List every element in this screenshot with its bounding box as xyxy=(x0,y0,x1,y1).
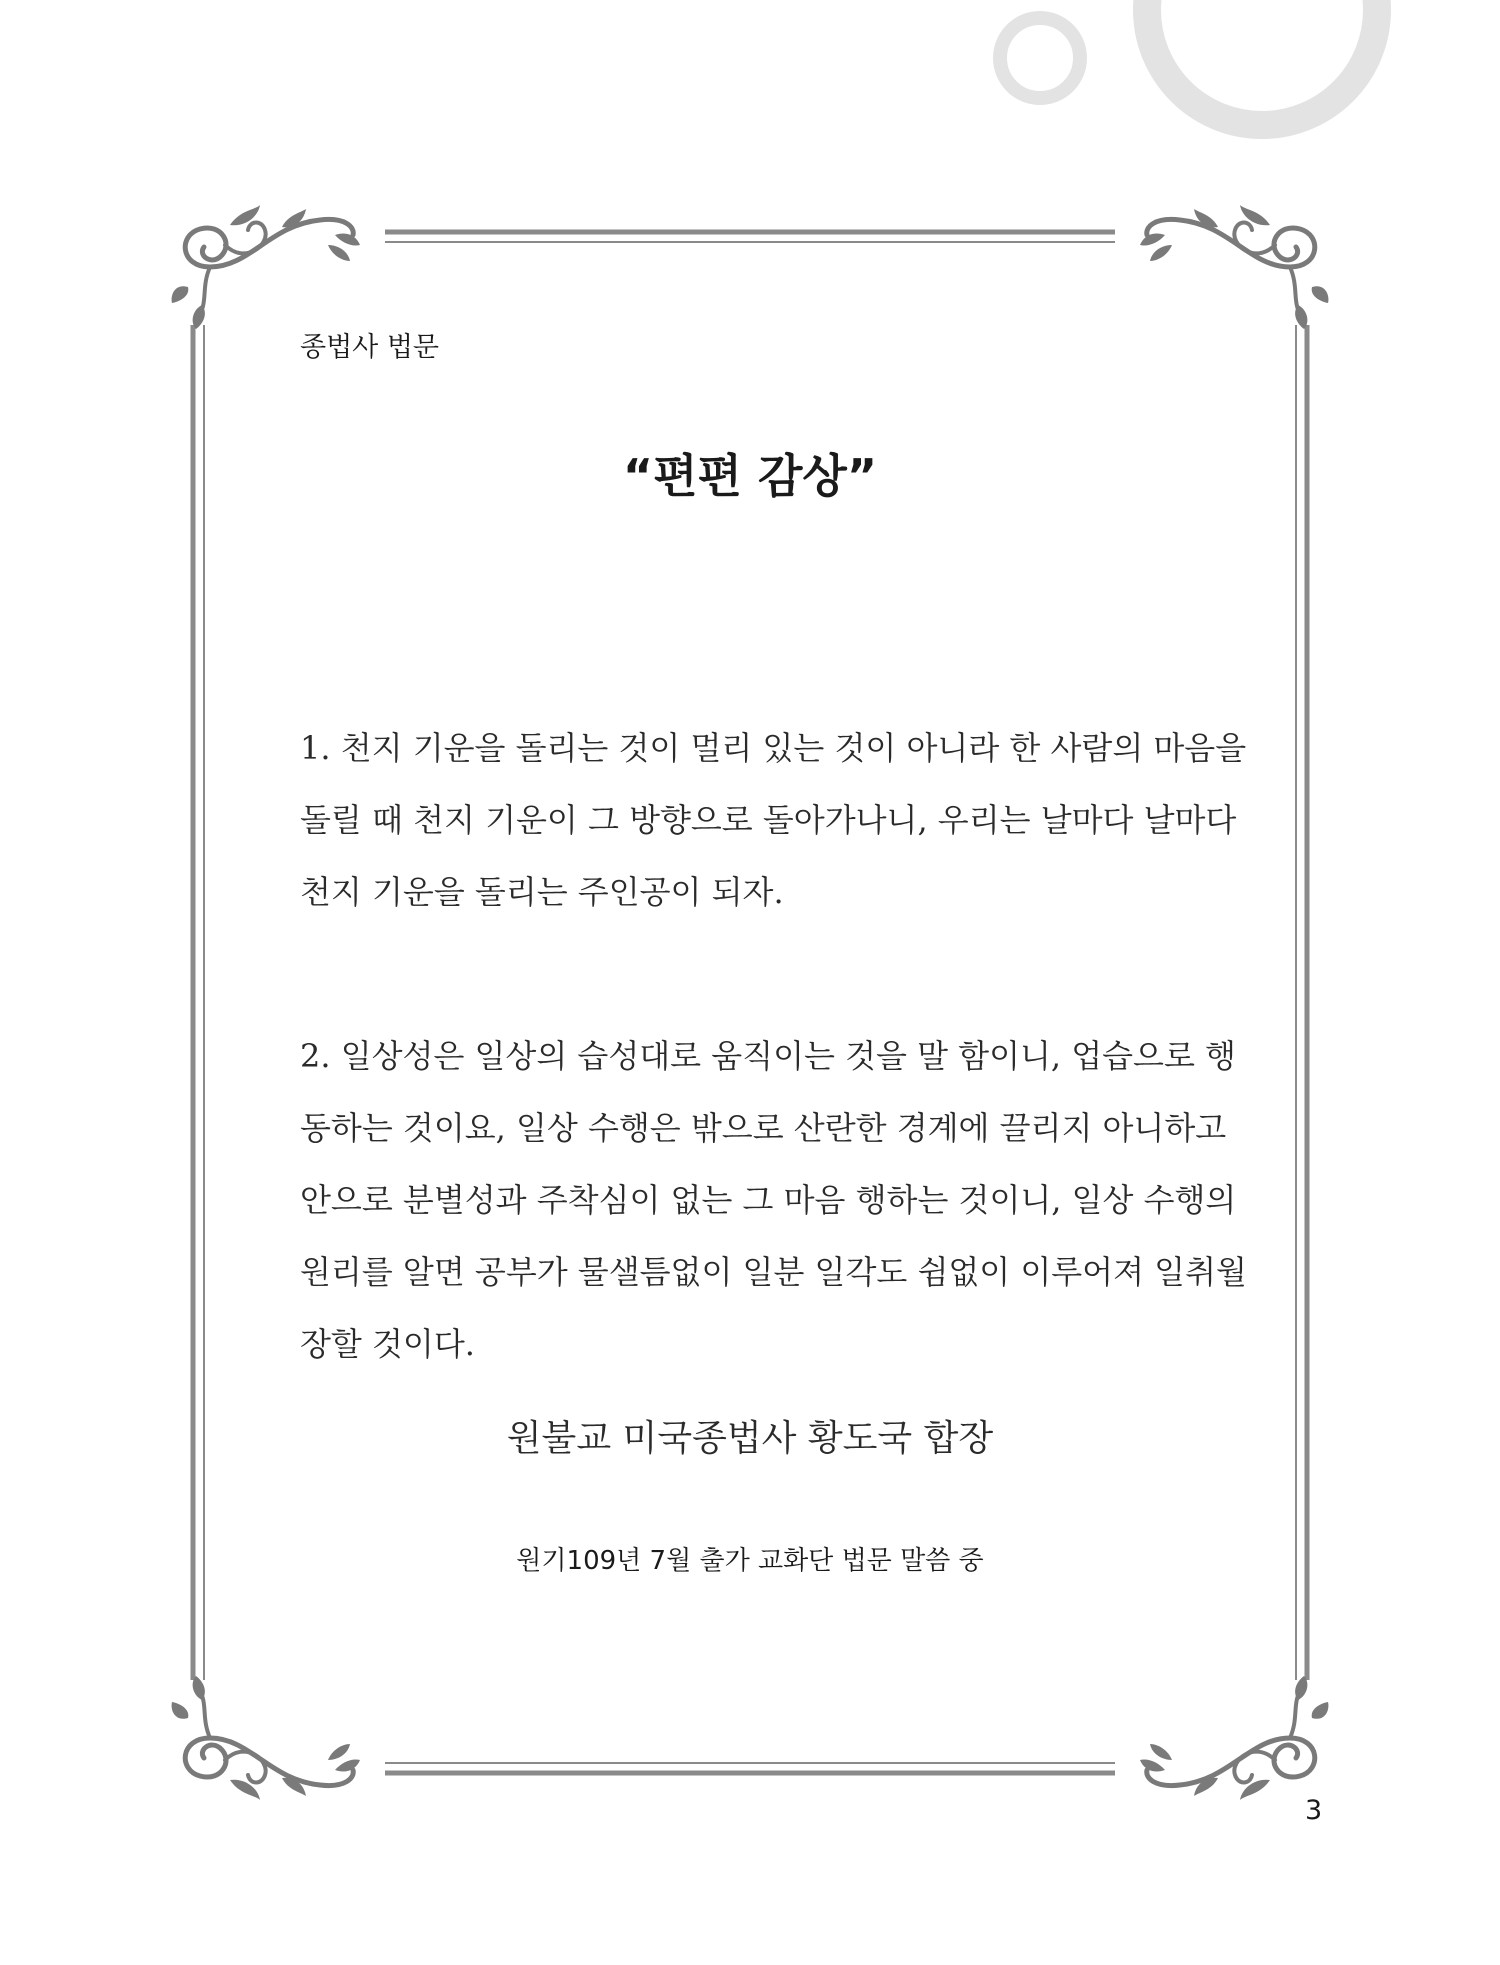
section-label: 종법사 법문 xyxy=(300,332,439,363)
paragraph-line: 장할 것이다. xyxy=(300,1325,475,1363)
page-title: “편편 감상” xyxy=(622,449,878,503)
paragraph-line: 천지 기운을 돌리는 주인공이 되자. xyxy=(300,873,784,911)
paragraph-line: 돌릴 때 천지 기운이 그 방향으로 돌아가나니, 우리는 날마다 날마다 xyxy=(300,801,1237,839)
paragraph-line: 동하는 것이요, 일상 수행은 밖으로 산란한 경계에 끌리지 아니하고 xyxy=(300,1109,1227,1147)
paragraph-1 xyxy=(300,712,1247,928)
paragraph-line: 2. 일상성은 일상의 습성대로 움직이는 것을 말 함이니, 업습으로 행 xyxy=(300,1037,1236,1075)
source-note: 원기109년 7월 출가 교화단 법문 말씀 중 xyxy=(516,1546,984,1576)
paragraph-line: 안으로 분별성과 주착심이 없는 그 마음 행하는 것이니, 일상 수행의 xyxy=(300,1181,1237,1219)
paragraph-line: 원리를 알면 공부가 물샐틈없이 일분 일각도 쉼없이 이루어져 일취월 xyxy=(300,1253,1247,1291)
floral-corner-icon xyxy=(172,1676,360,1800)
paragraph-2 xyxy=(300,1020,1247,1380)
page-number: 3 xyxy=(1305,1795,1323,1826)
signature: 원불교 미국종법사 황도국 합장 xyxy=(506,1418,994,1459)
floral-corner-icon xyxy=(1140,1676,1328,1800)
paragraph-line: 1. 천지 기운을 돌리는 것이 멀리 있는 것이 아니라 한 사람의 마음을 xyxy=(300,729,1247,767)
floral-corner-icon xyxy=(1140,205,1328,329)
floral-corner-icon xyxy=(172,205,360,329)
